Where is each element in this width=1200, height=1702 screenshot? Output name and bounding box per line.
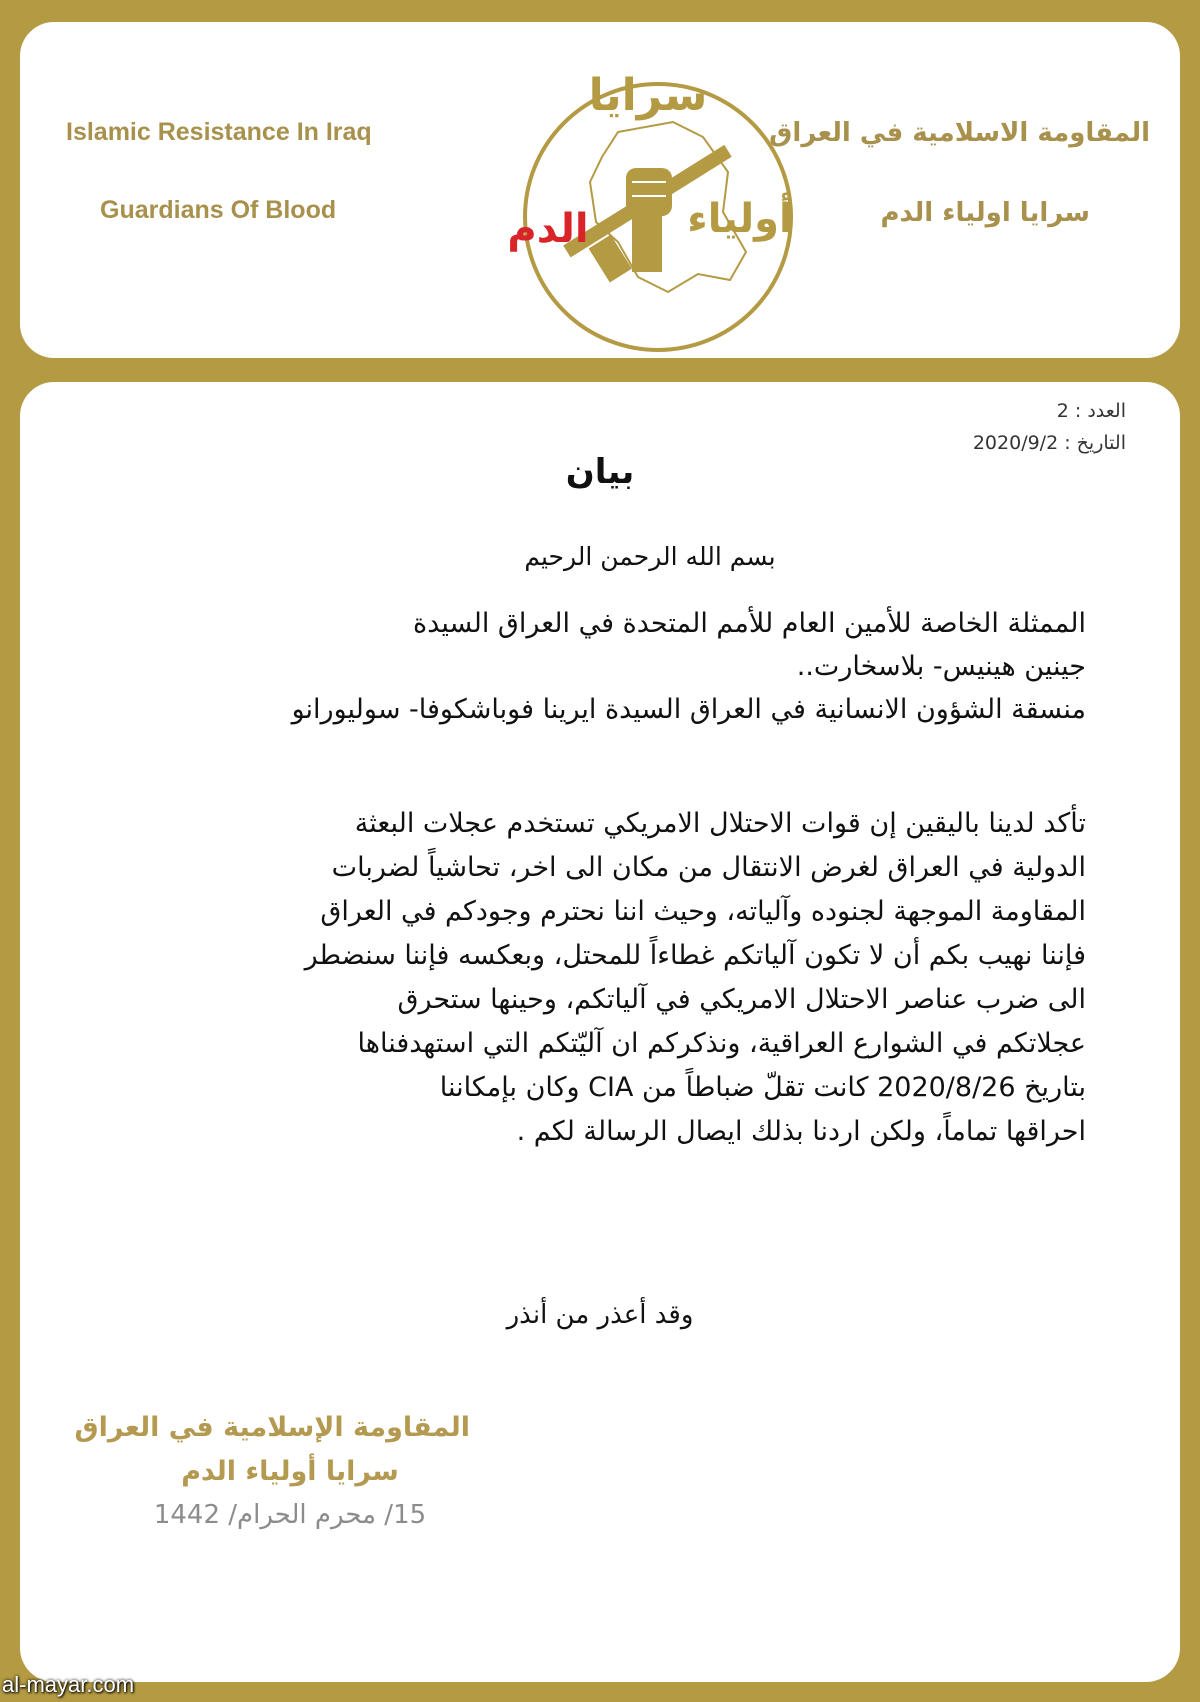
letterhead	[20, 22, 1180, 358]
site-watermark: al-mayar.com	[2, 1672, 135, 1697]
english-group-name: Guardians Of Blood	[100, 196, 337, 224]
signature-date: 15/ محرم الحرام/ 1442	[153, 1500, 427, 1530]
address-line: الممثلة الخاصة للأمين العام للأمم المتحدة في العراق السيدة	[413, 608, 1086, 639]
arabic-group-name: سرايا اولياء الدم	[880, 198, 1090, 228]
logo-text-right: أولياء	[687, 196, 793, 242]
raised-fist-icon	[626, 168, 672, 272]
closing-phrase: وقد أعذر من أنذر	[506, 1300, 694, 1330]
letter-number: العدد : 2	[1056, 400, 1126, 422]
signature-group: سرايا أولياء الدم	[181, 1456, 399, 1487]
arabic-org-name: المقاومة الاسلامية في العراق	[769, 118, 1150, 148]
statement-title: بيان	[565, 452, 635, 492]
address-line: جينين هينيس- بلاسخارت..	[796, 651, 1086, 682]
body-line: الى ضرب عناصر الاحتلال الامريكي في آلياتكم، وحينها ستحرق	[397, 984, 1086, 1015]
letter-date: التاريخ : 2020/9/2	[972, 432, 1126, 454]
body-line: عجلاتكم في الشوارع العراقية، ونذكركم ان آليّتكم التي استهدفناها	[357, 1028, 1086, 1059]
body-line: المقاومة الموجهة لجنوده وآلياته، وحيث اننا نحترم وجودكم في العراق	[320, 896, 1086, 927]
signature-org: المقاومة الإسلامية في العراق	[74, 1412, 470, 1443]
body-line: احراقها تماماً، ولكن اردنا بذلك ايصال الرسالة لكم .	[516, 1116, 1086, 1147]
logo-text-top: سرايا	[588, 70, 708, 121]
logo-text-left: الدم	[507, 206, 589, 252]
body-line: بتاريخ 2020/8/26 كانت تقلّ ضباطاً من CIA وكان بإمكاننا	[439, 1072, 1086, 1103]
body-line: الدولية في العراق لغرض الانتقال من مكان الى اخر، تحاشياً لضربات	[331, 852, 1086, 883]
guardians-of-blood-logo	[498, 52, 828, 362]
letter-main-text	[120, 802, 1086, 1154]
body-line: تأكد لدينا باليقين إن قوات الاحتلال الامريكي تستخدم عجلات البعثة	[354, 808, 1086, 839]
basmala: بسم الله الرحمن الرحيم	[524, 542, 776, 571]
address-line: منسقة الشؤون الانسانية في العراق السيدة ايرينا فوباشكوفا- سوليورانو	[291, 694, 1086, 725]
english-org-name: Islamic Resistance In Iraq	[66, 118, 372, 146]
letter-body	[20, 382, 1180, 1682]
body-line: فإننا نهيب بكم أن لا تكون آلياتكم غطاءاً للمحتل، وبعكسه فإننا سنضطر	[304, 940, 1086, 971]
letter-address	[120, 602, 1086, 731]
